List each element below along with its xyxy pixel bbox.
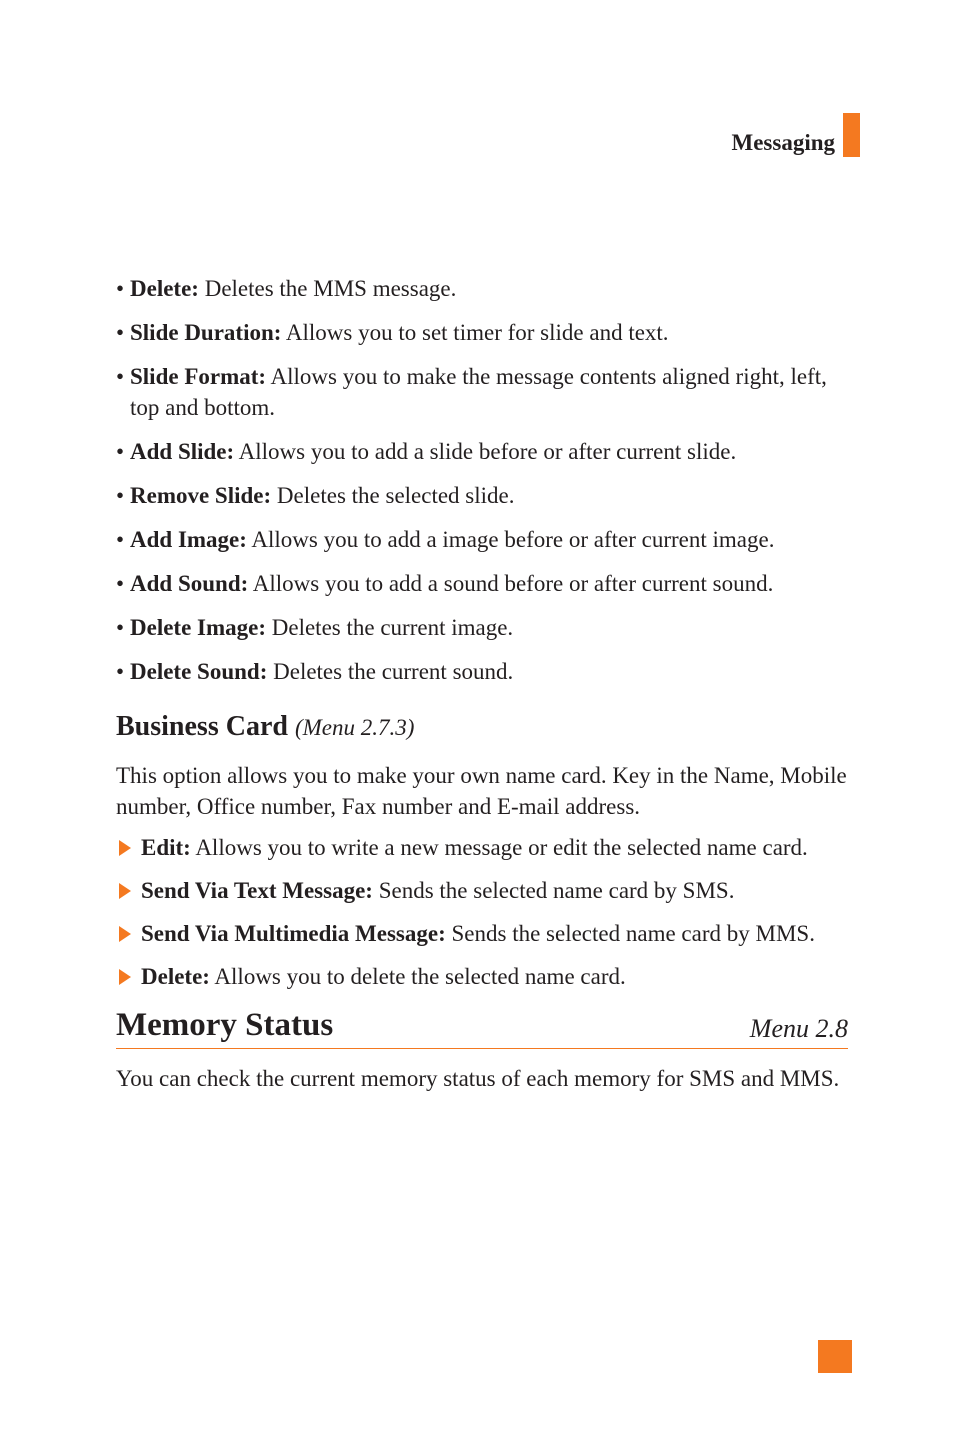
item-text: Deletes the MMS message. <box>198 276 457 301</box>
menu-reference: Menu 2.8 <box>749 1014 848 1043</box>
list-item <box>116 656 856 687</box>
list-item <box>116 568 856 599</box>
menu-reference: (Menu 2.7.3) <box>294 715 415 740</box>
list-item <box>116 918 856 949</box>
item-term: Delete: <box>130 276 199 301</box>
list-item <box>116 317 856 348</box>
section-title: Memory Status <box>116 1007 334 1043</box>
item-term: Send Via Text Message: <box>141 878 373 903</box>
bullet-icon: • <box>116 659 125 684</box>
slide-options-list <box>116 273 856 687</box>
list-item <box>116 273 856 304</box>
arrow-right-icon <box>119 926 131 942</box>
list-item <box>116 361 856 423</box>
item-text: Deletes the current image. <box>266 615 514 640</box>
item-term: Send Via Multimedia Message: <box>141 921 446 946</box>
memory-status-heading <box>116 1006 848 1049</box>
item-text: Deletes the selected slide. <box>271 483 515 508</box>
list-item <box>116 480 856 511</box>
item-term: Delete: <box>141 964 210 989</box>
bullet-icon: • <box>116 527 125 552</box>
item-text: Allows you to add a image before or after current image. <box>246 527 775 552</box>
list-item <box>116 832 856 863</box>
item-text: Allows you to make the message contents aligned right, left, top and bottom. <box>130 364 827 420</box>
item-term: Delete Image: <box>130 615 267 640</box>
business-card-options-list <box>116 832 856 992</box>
item-text: Allows you to write a new message or edit the selected name card. <box>190 835 808 860</box>
business-card-intro: This option allows you to make your own name card. Key in the Name, Mobile number, Office number, Fax number and E-mail address. <box>116 763 847 819</box>
item-text: Sends the selected name card by MMS. <box>445 921 815 946</box>
item-text: Allows you to delete the selected name card. <box>209 964 626 989</box>
page-content <box>116 273 856 1094</box>
memory-status-text: You can check the current memory status of each memory for SMS and MMS. <box>116 1066 840 1091</box>
business-card-heading <box>116 709 856 746</box>
section-title: Business Card <box>116 711 288 742</box>
bullet-icon: • <box>116 439 125 464</box>
item-term: Add Image: <box>130 527 247 552</box>
running-header: Messaging <box>731 130 835 155</box>
list-item <box>116 875 856 906</box>
item-text: Allows you to add a sound before or after current sound. <box>248 571 774 596</box>
bullet-icon: • <box>116 571 125 596</box>
list-item <box>116 961 856 992</box>
item-term: Slide Format: <box>130 364 267 389</box>
item-term: Add Sound: <box>130 571 249 596</box>
bullet-icon: • <box>116 615 125 640</box>
list-item <box>116 612 856 643</box>
arrow-right-icon <box>119 883 131 899</box>
item-term: Delete Sound: <box>130 659 268 684</box>
item-text: Allows you to set timer for slide and text. <box>281 320 669 345</box>
arrow-right-icon <box>119 969 131 985</box>
header-tab-marker <box>843 113 860 157</box>
item-text: Sends the selected name card by SMS. <box>372 878 735 903</box>
item-term: Slide Duration: <box>130 320 282 345</box>
item-term: Edit: <box>141 835 191 860</box>
item-text: Deletes the current sound. <box>267 659 514 684</box>
bullet-icon: • <box>116 276 125 301</box>
list-item <box>116 436 856 467</box>
bullet-icon: • <box>116 320 125 345</box>
bullet-icon: • <box>116 364 125 389</box>
item-text: Allows you to add a slide before or after current slide. <box>234 439 737 464</box>
page-corner-marker <box>818 1340 852 1373</box>
list-item <box>116 524 856 555</box>
arrow-right-icon <box>119 840 131 856</box>
item-term: Add Slide: <box>130 439 235 464</box>
bullet-icon: • <box>116 483 125 508</box>
item-term: Remove Slide: <box>130 483 272 508</box>
